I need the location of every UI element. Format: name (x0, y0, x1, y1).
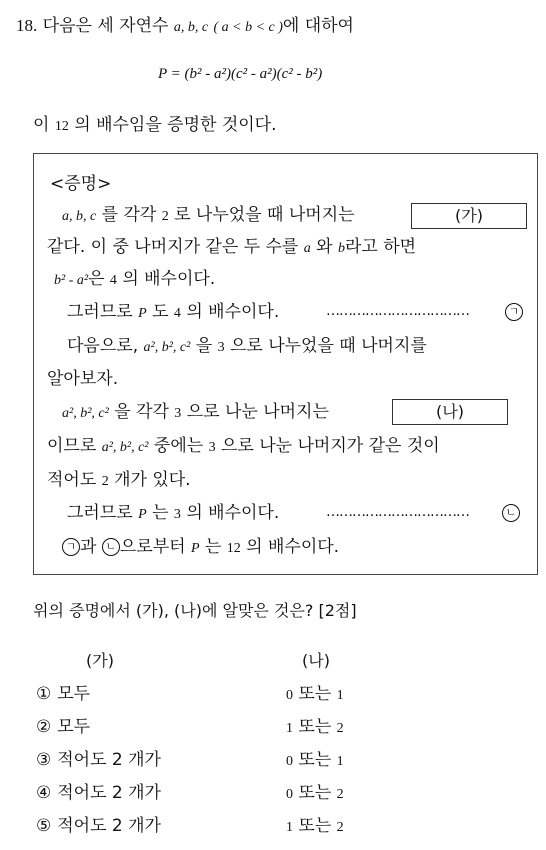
choice-1-na (286, 686, 344, 703)
stem-text: 다음은 세 자연수 (42, 16, 169, 36)
l10-var: P (138, 507, 147, 522)
choice-ga-value: 모두 (57, 684, 91, 704)
proof-line-7 (62, 404, 329, 421)
blank-na-label: (나) (392, 399, 508, 425)
l5-text-mid: 을 (195, 336, 213, 356)
proof-heading: <증명> (50, 174, 112, 194)
l8-text: 이므로 (47, 436, 97, 456)
l4-var: P (138, 306, 147, 321)
circled-nieun-2: ㄴ (102, 538, 120, 556)
choice-5-na (286, 818, 344, 835)
l10-text-mid: 는 (152, 503, 169, 523)
leader-dots-2: …………………………… (326, 504, 469, 520)
l2-text: 같다. 이 중 나머지가 같은 두 수를 (47, 237, 299, 257)
choice-na-b: 2 (336, 820, 344, 835)
choice-4-na (286, 785, 344, 802)
l4-text-mid: 도 (152, 302, 169, 322)
question-number: 18. (16, 16, 38, 35)
proof-line-1 (62, 207, 355, 224)
l4-text-end: 의 배수이다. (186, 302, 280, 322)
choice-na-or: 또는 (298, 684, 332, 704)
l10-text-end: 의 배수이다. (186, 503, 280, 523)
choice-na-or: 또는 (298, 816, 332, 836)
l10-text: 그러므로 (67, 503, 133, 523)
l4-number: 4 (173, 306, 181, 321)
proof-line-11 (62, 538, 339, 556)
choice-na-a: 0 (286, 787, 293, 802)
l5-text: 다음으로, (67, 336, 139, 356)
circled-nieun-1: ㄴ (502, 504, 520, 522)
choice-number: ④ (36, 783, 52, 803)
l8-vars: a², b², c² (101, 440, 149, 455)
l8-text-mid: 중에는 (153, 436, 204, 456)
blank-na (392, 399, 508, 425)
choice-na-a: 1 (286, 721, 293, 736)
blank-ga-label: (가) (411, 203, 527, 229)
proof-line-3 (54, 271, 215, 288)
l1-text: 를 각각 (101, 205, 157, 225)
l2-var-a: a (303, 241, 311, 256)
question-line2 (33, 117, 277, 134)
proof-line-2 (47, 239, 416, 256)
choice-number: ③ (36, 750, 52, 770)
header-ga: (가) (86, 651, 114, 670)
l9-text-end: 개가 있다. (114, 470, 191, 490)
choice-na-b: 1 (336, 754, 344, 769)
l3-number: 4 (109, 273, 117, 288)
l1-text-end: 로 나누었을 때 나머지는 (174, 205, 355, 225)
choice-3-na (286, 752, 344, 769)
l4-text: 그러므로 (67, 302, 133, 322)
choice-2-na (286, 719, 344, 736)
proof-line-4 (67, 304, 279, 321)
choice-1[interactable] (36, 686, 90, 703)
l10-number: 3 (173, 507, 181, 522)
choice-na-b: 1 (336, 688, 344, 703)
stem-text-end: 에 대하여 (282, 16, 354, 36)
proof-line-5 (67, 338, 427, 355)
choice-na-b: 2 (336, 721, 344, 736)
l3-text: 은 (88, 269, 105, 289)
l7-text: 을 각각 (114, 402, 169, 422)
leader-dots-1: …………………………… (326, 303, 469, 319)
proof-line-9 (47, 472, 191, 489)
stem-vars: a, b, c (173, 20, 209, 35)
circle-mark-1 (505, 303, 523, 321)
choice-number: ① (36, 684, 52, 704)
l5-text-end: 으로 나누었을 때 나머지를 (229, 336, 427, 356)
choice-ga-value: 모두 (57, 717, 91, 737)
stem-condition: ( a < b < c ) (213, 20, 283, 35)
choice-4[interactable] (36, 785, 161, 802)
question-prompt: 위의 증명에서 (가), (나)에 알맞은 것은? [2점] (33, 601, 357, 620)
choice-na-a: 1 (286, 820, 293, 835)
choice-na-or: 또는 (298, 750, 332, 770)
l7-vars: a², b², c² (62, 406, 109, 421)
proof-line-6: 알아보자. (47, 369, 119, 389)
l3-expr: b² - a² (54, 273, 89, 288)
choice-na-or: 또는 (298, 717, 332, 737)
proof-line-8 (47, 438, 440, 455)
circled-giyeok-2: ㄱ (62, 538, 80, 556)
l8-number: 3 (208, 440, 216, 455)
line2-number: 12 (54, 119, 69, 134)
l5-vars: a², b², c² (143, 340, 191, 355)
choice-na-b: 2 (336, 787, 344, 802)
l11-number: 12 (226, 541, 241, 556)
l7-number: 3 (174, 406, 182, 421)
l9-text: 적어도 (47, 470, 97, 490)
l11-var: P (190, 541, 200, 556)
blank-ga (411, 203, 527, 229)
question-stem (16, 17, 354, 35)
formula-p: P = (b² - a²)(c² - a²)(c² - b²) (158, 66, 323, 82)
proof-line-10 (67, 505, 279, 522)
l2-text-end: 라고 하면 (344, 237, 417, 257)
choice-number: ⑤ (36, 816, 52, 836)
choice-number: ② (36, 717, 52, 737)
choice-3[interactable] (36, 752, 161, 769)
circled-giyeok-1: ㄱ (505, 303, 523, 321)
line2-text: 이 (33, 115, 50, 135)
l2-text-mid: 와 (316, 237, 333, 257)
choice-2[interactable] (36, 719, 90, 736)
l11-text-mid2: 는 (204, 537, 222, 557)
choice-ga-value: 적어도 2 개가 (57, 816, 161, 836)
line2-text-end: 의 배수임을 증명한 것이다. (74, 115, 277, 135)
l11-text-end: 의 배수이다. (246, 537, 340, 557)
l7-text-end: 으로 나눈 나머지는 (186, 402, 329, 422)
l3-text-end: 의 배수이다. (122, 269, 216, 289)
l9-number: 2 (101, 474, 109, 489)
l1-number: 2 (161, 209, 169, 224)
l11-text: 과 (80, 537, 97, 557)
circle-mark-2 (502, 504, 520, 522)
choice-ga-value: 적어도 2 개가 (57, 750, 161, 770)
choice-5[interactable] (36, 818, 161, 835)
choice-ga-value: 적어도 2 개가 (57, 783, 161, 803)
l1-vars: a, b, c (62, 209, 97, 224)
l5-number: 3 (217, 340, 225, 355)
choice-na-or: 또는 (298, 783, 332, 803)
choice-na-a: 0 (286, 688, 293, 703)
l2-var-b: b (337, 241, 345, 256)
l11-text-mid: 으로부터 (119, 537, 186, 557)
choice-na-a: 0 (286, 754, 293, 769)
l8-text-end: 으로 나눈 나머지가 같은 것이 (221, 436, 440, 456)
header-na: (나) (302, 651, 330, 670)
